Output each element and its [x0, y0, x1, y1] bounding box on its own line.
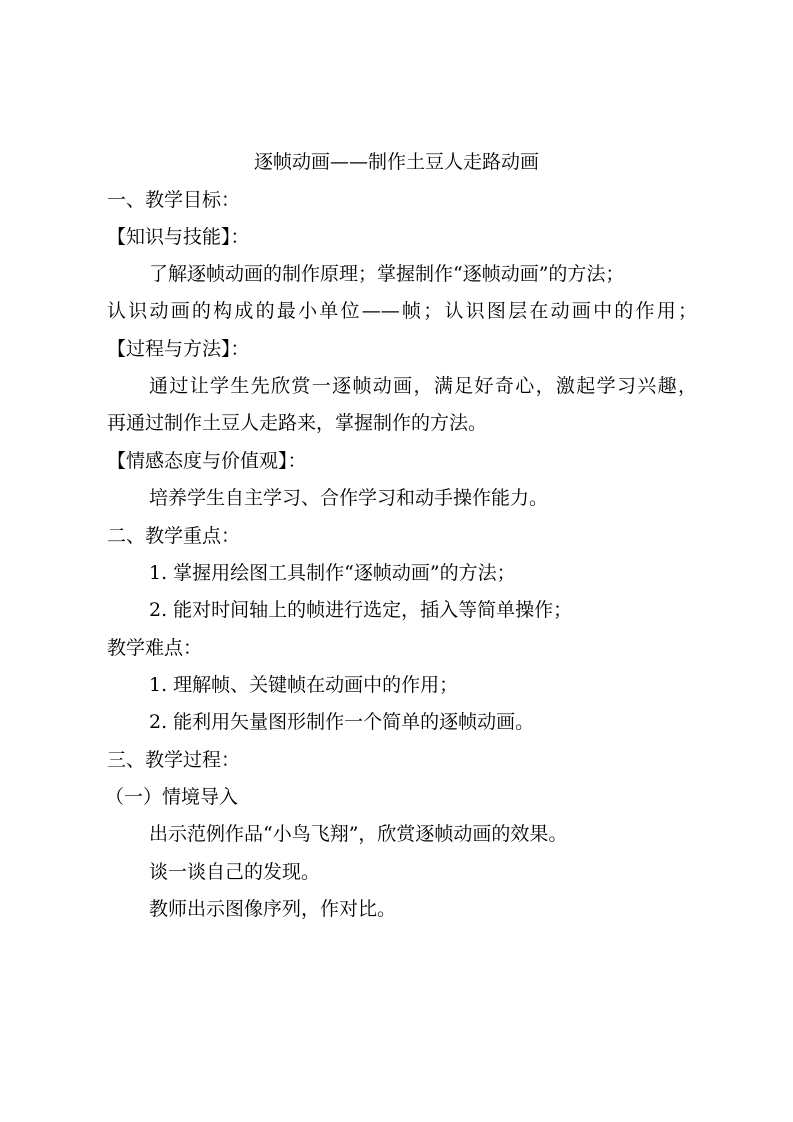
document-title: 逐帧动画——制作土豆人走路动画 — [253, 151, 539, 173]
knowledge-line-2: 认识动画的构成的最小单位——帧；认识图层在动画中的作用； — [107, 300, 697, 322]
difficulties-heading: 教学难点： — [107, 637, 203, 659]
process-line-2: 再通过制作土豆人走路来，掌握制作的方法。 — [107, 412, 488, 434]
keypoint-item-1: 1. 掌握用绘图工具制作“逐帧动画”的方法； — [149, 562, 516, 584]
process-line-1: 通过让学生先欣赏一逐帧动画，满足好奇心，激起学习兴趣， — [149, 375, 697, 397]
difficulty-item-2: 2. 能利用矢量图形制作一个简单的逐帧动画。 — [149, 711, 535, 733]
keypoint-item-2: 2. 能对时间轴上的帧进行选定，插入等简单操作； — [149, 599, 573, 621]
difficulty-item-1: 1. 理解帧、关键帧在动画中的作用； — [149, 674, 459, 696]
process-heading: 【过程与方法】： — [107, 338, 250, 360]
intro-line-3: 教师出示图像序列，作对比。 — [149, 898, 397, 920]
objectives-heading: 一、教学目标： — [107, 189, 241, 211]
keypoints-heading: 二、教学重点： — [107, 525, 241, 547]
intro-heading: （一）情境导入 — [105, 786, 239, 808]
intro-line-2: 谈一谈自己的发现。 — [149, 861, 321, 883]
teaching-process-heading: 三、教学过程： — [107, 749, 241, 771]
intro-line-1: 出示范例作品“小鸟飞翔”，欣赏逐帧动画的效果。 — [149, 823, 568, 845]
emotion-heading: 【情感态度与价值观】： — [107, 450, 307, 472]
knowledge-line-1: 了解逐帧动画的制作原理；掌握制作“逐帧动画”的方法； — [149, 263, 625, 285]
knowledge-heading: 【知识与技能】： — [107, 226, 250, 248]
emotion-line-1: 培养学生自主学习、合作学习和动手操作能力。 — [149, 487, 549, 509]
